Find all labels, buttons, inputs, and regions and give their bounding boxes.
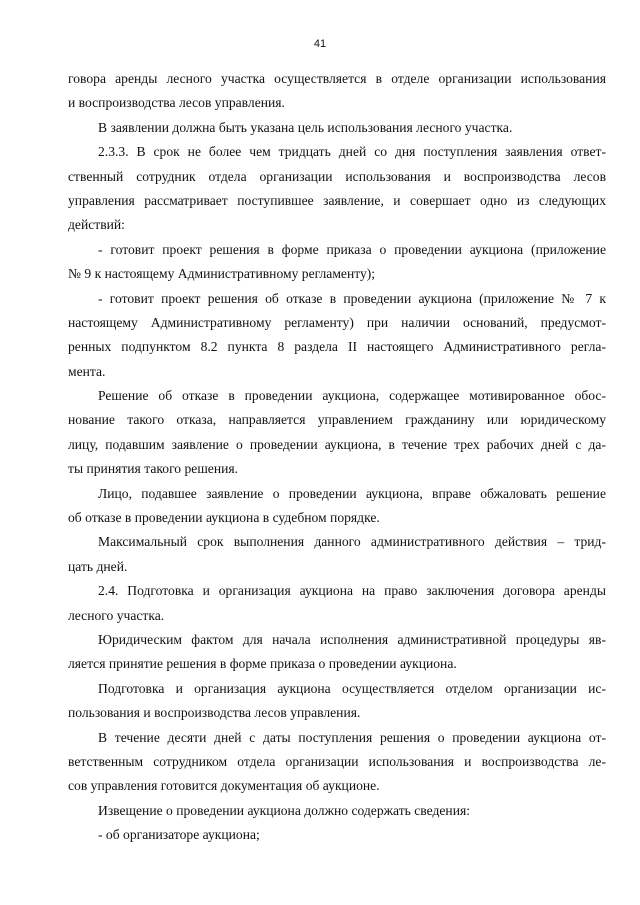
document-body — [68, 67, 606, 848]
text-line: - об организаторе аукциона; — [98, 827, 260, 843]
text-line: В течение десяти дней с даты поступления решения о проведении аукциона от- — [98, 729, 606, 745]
text-line: ветственным сотрудником отдела организации использования и воспроизводства ле- — [68, 753, 606, 769]
paragraph — [68, 384, 606, 482]
text-line: Лицо, подавшее заявление о проведении аукциона, вправе обжаловать решение — [98, 485, 606, 501]
text-line: лицу, подавшим заявление о проведении аукциона, в течение трех рабочих дней с да- — [68, 436, 606, 452]
paragraph — [68, 67, 606, 116]
text-line: говора аренды лесного участка осуществляется в отделе организации использования — [68, 71, 606, 86]
text-line: Подготовка и организация аукциона осуществляется отделом организации ис- — [98, 680, 606, 696]
text-line: нование такого отказа, направляется управлением гражданину или юридическому — [68, 412, 606, 428]
paragraph — [68, 530, 606, 579]
text-line: В заявлении должна быть указана цель использования лесного участка. — [98, 119, 513, 135]
text-line: 2.4. Подготовка и организация аукциона на право заключения договора аренды — [98, 583, 606, 599]
paragraph — [68, 287, 606, 385]
paragraph — [68, 799, 606, 823]
paragraph — [68, 116, 606, 140]
text-line: управления рассматривает поступившее заявление, и совершает одно из следующих — [68, 192, 606, 208]
text-line: ренных подпунктом 8.2 пункта 8 раздела II настоящего Административного регла- — [68, 339, 606, 355]
text-line: мента. — [68, 363, 106, 379]
text-line: № 9 к настоящему Административному регламенту); — [68, 266, 376, 282]
text-line: цать дней. — [68, 558, 128, 574]
text-line: Юридическим фактом для начала исполнения административной процедуры яв- — [98, 631, 606, 647]
text-line: Максимальный срок выполнения данного административного действия – трид- — [98, 534, 606, 550]
paragraph — [68, 140, 606, 238]
text-line: ственный сотрудник отдела организации использования и воспроизводства лесов — [68, 168, 606, 184]
text-line: 2.3.3. В срок не более чем тридцать дней со дня поступления заявления ответ- — [98, 144, 606, 160]
text-line: Решение об отказе в проведении аукциона, содержащее мотивированное обос- — [98, 388, 606, 404]
page-number: 41 — [313, 38, 327, 50]
text-line: лесного участка. — [68, 607, 165, 623]
text-line: пользования и воспроизводства лесов управления. — [68, 705, 361, 721]
text-line: об отказе в проведении аукциона в судебном порядке. — [68, 510, 380, 526]
paragraph — [68, 482, 606, 531]
text-line: Извещение о проведении аукциона должно содержать сведения: — [98, 802, 471, 818]
paragraph — [68, 238, 606, 287]
paragraph — [68, 628, 606, 677]
paragraph — [68, 579, 606, 628]
paragraph — [68, 823, 606, 847]
text-line: ляется принятие решения в форме приказа о проведении аукциона. — [68, 656, 457, 672]
text-line: и воспроизводства лесов управления. — [68, 95, 285, 111]
text-line: настоящему Административному регламенту) при наличии оснований, предусмот- — [68, 314, 606, 330]
text-line: сов управления готовится документация об аукционе. — [68, 778, 380, 794]
paragraph — [68, 677, 606, 726]
text-line: ты принятия такого решения. — [68, 461, 239, 477]
text-line: действий: — [68, 217, 125, 233]
paragraph — [68, 726, 606, 799]
text-line: - готовит проект решения об отказе в проведении аукциона (приложение № 7 к — [98, 290, 606, 306]
text-line: - готовит проект решения в форме приказа о проведении аукциона (приложение — [98, 241, 606, 257]
